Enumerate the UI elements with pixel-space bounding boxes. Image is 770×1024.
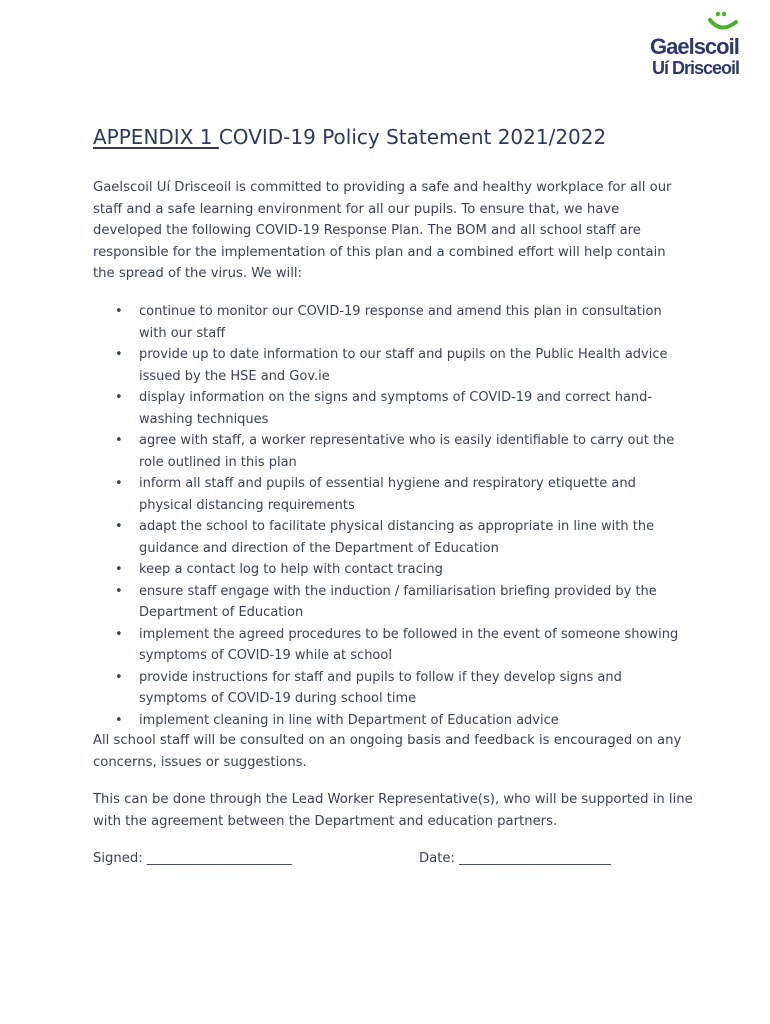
bullet-icon: • <box>115 669 123 685</box>
bullet-icon: • <box>115 390 123 405</box>
representative-paragraph: This can be done through the Lead Worker Representative(s), who will be supported in line with the agreement between the Department and education partners. <box>93 792 693 829</box>
list-item-text: implement the agreed procedures to be followed in the event of someone showing symptoms of COVID-19 while at school <box>139 626 679 663</box>
list-item <box>93 430 693 473</box>
list-item-text: continue to monitor our COVID-19 response and amend this plan in consultation with our staff <box>139 304 662 341</box>
bullet-icon: • <box>115 433 123 448</box>
list-item-text: adapt the school to facilitate physical distancing as appropriate in line with the guidance and direction of the Department of Education <box>139 519 655 556</box>
page-title <box>93 124 606 150</box>
intro-paragraph: Gaelscoil Uí Drisceoil is committed to providing a safe and healthy workplace for all our staff and a safe learning environment for all our pupils. To ensure that, we have developed the following COVID-19 Response Plan. The BOM and all school staff are responsible for the implementation of this plan and a combined effort will help contain the spread of the virus. We will: <box>93 180 672 282</box>
list-item-text: provide instructions for staff and pupils to follow if they develop signs and symptoms of COVID-19 during school time <box>139 669 622 706</box>
list-item <box>93 344 693 387</box>
list-item <box>93 581 693 624</box>
list-item <box>93 473 693 516</box>
bullet-icon: • <box>115 626 123 642</box>
bullet-icon: • <box>115 583 123 599</box>
list-item <box>93 516 693 559</box>
list-item-text: inform all staff and pupils of essential hygiene and respiratory etiquette and physical distancing requirements <box>139 476 636 513</box>
bullet-icon: • <box>115 476 123 491</box>
smile-logo-icon <box>706 10 746 36</box>
list-item <box>93 624 693 667</box>
list-item-text: ensure staff engage with the induction / familiarisation briefing provided by the Department of Education <box>139 583 657 620</box>
list-item <box>93 667 693 710</box>
bullet-icon: • <box>115 712 123 728</box>
school-logo <box>646 10 756 82</box>
bullet-icon: • <box>115 562 123 577</box>
list-item-text: display information on the signs and symptoms of COVID-19 and correct hand-washing techniques <box>139 390 653 427</box>
list-item <box>93 710 693 732</box>
bullet-icon: • <box>115 347 123 362</box>
signed-line: Signed: ______________________ <box>93 851 292 866</box>
date-line: Date: _______________________ <box>419 851 611 866</box>
bullet-icon: • <box>115 304 123 319</box>
list-item-text: provide up to date information to our staff and pupils on the Public Health advice issued by the HSE and Gov.ie <box>139 347 668 384</box>
logo-text-line2: Uí Drisceoil <box>652 58 740 78</box>
title-appendix: APPENDIX 1 <box>93 125 219 149</box>
list-item-text: keep a contact log to help with contact tracing <box>139 562 443 577</box>
commitments-list <box>93 301 693 731</box>
list-item-text: agree with staff, a worker representative who is easily identifiable to carry out the role outlined in this plan <box>139 433 675 470</box>
list-item-text: implement cleaning in line with Department of Education advice <box>139 712 559 728</box>
logo-text-line1: Gaelscoil <box>650 34 739 59</box>
title-text: COVID-19 Policy Statement 2021/2022 <box>218 125 607 149</box>
list-item <box>93 387 693 430</box>
signature-row <box>93 848 693 872</box>
list-item <box>93 301 693 344</box>
consultation-paragraph: All school staff will be consulted on an ongoing basis and feedback is encouraged on any concerns, issues or suggestions. <box>93 733 682 770</box>
bullet-icon: • <box>115 519 123 534</box>
list-item <box>93 559 693 581</box>
